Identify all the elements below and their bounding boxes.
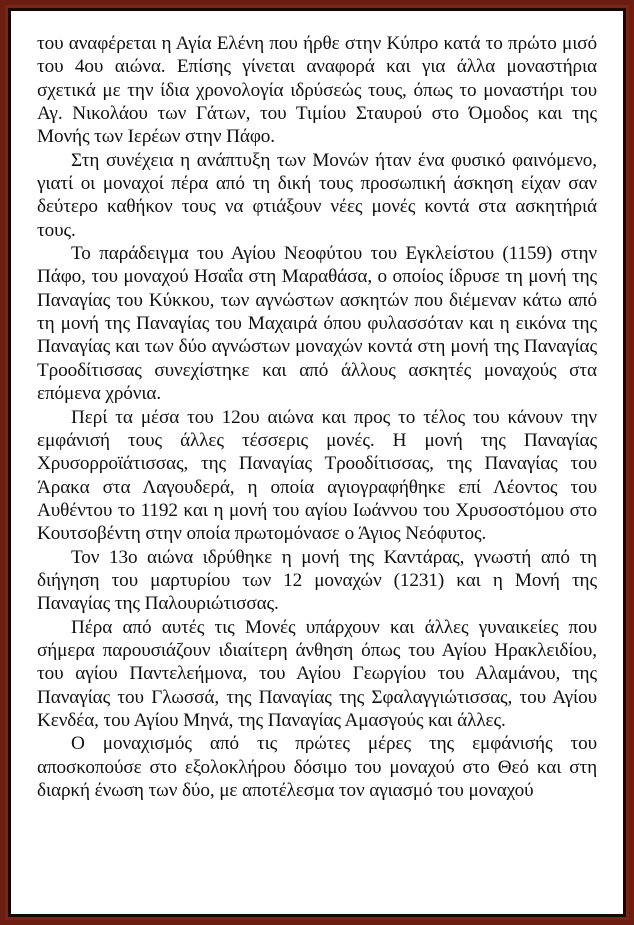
paragraph-3: Το παράδειγμα του Αγίου Νεοφύτου του Εγκλείστου (1159) στην Πάφο, του μοναχού Ησαΐα στη Μαραθάσα, ο οποίος ίδρυσε τη μονή της Παναγίας του Κύκκου, των αγνώστων ασκητών που διέμεναν κάτω από τη μονή της Παναγίας του Μαχαιρά όπου φυλασσόταν και η εικόνα της Παναγίας και των δύο αγνώστων μοναχών κοντά στη μονή της Παναγίας Τροοδίτισσας συνεχίστηκε και από άλλους ασκητές μοναχούς στα επόμενα χρόνια.: [37, 243, 597, 405]
paragraph-2: Στη συνέχεια η ανάπτυξη των Μονών ήταν ένα φυσικό φαινόμενο, γιατί οι μοναχοί πέρα από τη δική τους προσωπική άσκηση είχαν σαν δεύτερο καθήκον τους να φτιάξουν νέες μονές κοντά στα ασκητήριά τους.: [37, 149, 597, 241]
paragraph-6: Πέρα από αυτές τις Μονές υπάρχουν και άλλες γυναικείες που σήμερα παρουσιάζουν ιδιαίτερη άνθηση όπως του Αγίου Ηρακλειδίου, του αγίου Παντελεήμονα, του Αγίου Γεωργίου του Αλαμάνου, της Παναγίας του Γλωσσά, της Παναγίας της Σφαλαγγιώτισσας, του Αγίου Κενδέα, του Αγίου Μηνά, της Παναγίας Αμασγούς και άλλες.: [37, 616, 597, 731]
paragraph-4: Περί τα μέσα του 12ου αιώνα και προς το τέλος του κάνουν την εμφάνισή τους άλλες τέσσερις μονές. Η μονή της Παναγίας Χρυσορροϊάτισσας, της Παναγίας Τροοδίτισσας, της Παναγίας του Άρακα στα Λαγουδερά, η οποία αγιογραφήθηκε επί Λέοντος του Αυθέντου το 1192 και η μονή του αγίου Ιωάννου του Χρυσοστόμου στο Κουτσοβέντη στην οποία πρωτομόνασε ο Άγιος Νεόφυτος.: [37, 406, 597, 545]
paragraph-7: Ο μοναχισμός από τις πρώτες μέρες της εμφάνισής του αποσκοπούσε στο εξολοκλήρου δόσιμο του μοναχού στο Θεό και στη διαρκή ένωση των δύο, με αποτέλεσμα τον αγιασμό του μοναχού: [37, 733, 597, 801]
paragraph-5: Τον 13ο αιώνα ιδρύθηκε η μονή της Καντάρας, γνωστή από τη διήγηση του μαρτυρίου των 12 μοναχών (1231) και η Μονή της Παναγίας της Παλουριώτισσας.: [37, 546, 597, 615]
paragraph-1: του αναφέρεται η Αγία Ελένη που ήρθε στην Κύπρο κατά το πρώτο μισό του 4ου αιώνα. Επίσης γίνεται αναφορά και για άλλα μοναστήρια σχετικά με την ίδια χρονολογία ιδρύσεώς τους, όπως το μοναστήρι του Αγ. Νικολάου των Γάτων, του Τιμίου Σταυρού στο Όμοδος και της Μονής των Ιερέων στην Πάφο.: [37, 33, 597, 148]
document-body: [37, 32, 597, 802]
